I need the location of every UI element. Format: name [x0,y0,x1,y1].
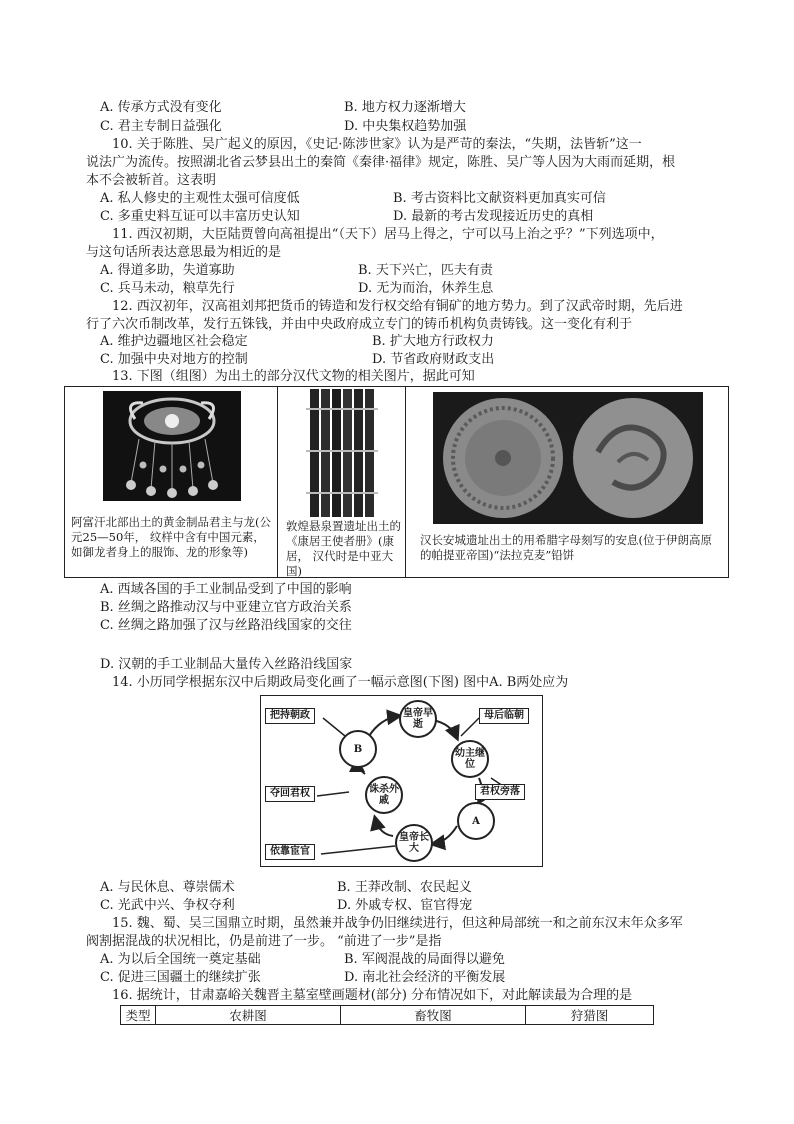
q9-option-a: A. 传承方式没有变化 [100,100,222,115]
q11-stem-line2: 与这句话所表达意思最为相近的是 [86,245,282,260]
q12-option-c: C. 加强中央对地方的控制 [100,352,248,367]
q15-stem-line2: 阀割据混战的状况相比，仍是前进了一步。 “前进了一步”是指 [86,934,442,949]
table-header-farming: 农耕图 [156,1006,341,1025]
q14-stem: 14. 小历同学根据东汉中后期政局变化画了一幅示意图(下图) 图中A. B两处应为 [112,675,569,690]
q10-stem-line3: 本不会被斩首。这表明 [86,173,217,188]
q10-option-a: A. 私人修史的主观性太强可信度低 [100,191,300,206]
diagram-box-rely-on-eunuchs: 依靠宦官 [265,844,315,860]
q15-option-d: D. 南北社会经济的平衡发展 [344,970,506,985]
table-header-row [121,1006,654,1025]
q11-option-c: C. 兵马未动，粮草先行 [100,281,235,296]
diagram-box-control-court: 把持朝政 [265,708,315,724]
q13-figure-row [64,386,729,578]
lead-cakes-photo [433,392,703,524]
q9-option-d: D. 中央集权趋势加强 [344,119,467,134]
q11-option-d: D. 无为而治，休养生息 [358,281,494,296]
diagram-circle-a: A [457,802,495,840]
q12-option-b: B. 扩大地方行政权力 [372,334,494,349]
q14-cycle-diagram [260,695,543,867]
diagram-box-empress-regency: 母后临朝 [479,708,529,724]
gold-ornament-photo [103,391,241,501]
diagram-circle-child-emperor: 幼主继位 [451,740,489,778]
q12-stem-line1: 12. 西汉初年，汉高祖刘邦把货币的铸造和发行权交给有铜矿的地方势力。到了汉武帝时期，先后进 [112,299,683,314]
q16-table [120,1005,654,1025]
table-header-hunting: 狩猎图 [526,1006,654,1025]
figure-gold-crown-caption: 阿富汗北部出土的黄金制品君主与龙(公元25—50年， 纹样中含有中国元素， 如御龙者身上的服饰、龙的形象等) [71,515,271,559]
figure-bamboo-slips-cell [277,387,405,577]
q15-stem-line1: 15. 魏、蜀、吴三国鼎立时期，虽然兼并战争仍旧继续进行，但这种局部统一和之前东汉末年众多军 [112,916,683,931]
diagram-box-regain-power: 夺回君权 [265,786,315,802]
q14-option-c: C. 光武中兴、争权夺利 [100,898,235,913]
q13-option-b: B. 丝绸之路推动汉与中亚建立官方政治关系 [100,600,352,615]
q13-option-a: A. 西域各国的手工业制品受到了中国的影响 [100,582,352,597]
q11-option-b: B. 天下兴亡，匹夫有责 [358,263,493,278]
q12-option-a: A. 维护边疆地区社会稳定 [100,334,248,349]
q10-stem-line1: 10. 关于陈胜、吴广起义的原因，《史记·陈涉世家》认为是严苛的秦法，“失期，法皆斩”这一 [112,137,642,152]
table-header-type: 类型 [121,1006,156,1025]
q14-option-a: A. 与民休息、尊崇儒术 [100,880,235,895]
q16-stem: 16. 据统计，甘肃嘉峪关魏晋主墓室壁画题材(部分) 分布情况如下，对此解读最为合理的是 [112,988,633,1003]
q9-option-b: B. 地方权力逐渐增大 [344,100,466,115]
diagram-circle-kill-relatives: 诛杀外戚 [365,776,403,814]
figure-bamboo-slips-caption: 敦煌悬泉置遗址出土的《康居王使者册》(康居， 汉代时是中亚大国) [286,519,401,578]
q15-option-a: A. 为以后全国统一奠定基础 [100,952,261,967]
diagram-circle-emperor-dies-young: 皇帝早逝 [399,700,437,738]
diagram-box-power-lost: 君权旁落 [475,784,525,800]
q13-option-d: D. 汉朝的手工业制品大量传入丝路沿线国家 [100,657,353,672]
table-header-herding: 畜牧图 [341,1006,526,1025]
q10-stem-line2: 说法广为流传。按照湖北省云梦县出土的秦简《秦律·福律》规定，陈胜、吴广等人因为大雨而延期，根 [86,155,676,170]
q10-option-d: D. 最新的考古发现接近历史的真相 [393,209,594,224]
figure-gold-crown-cell [65,387,277,577]
q14-option-d: D. 外戚专权、宦官得宠 [337,898,473,913]
q13-stem: 13. 下图（组图）为出土的部分汉代文物的相关图片，据此可知 [112,369,475,384]
figure-lead-cakes-caption: 汉长安城遗址出土的用希腊字母刻写的安息(位于伊朗高原的帕提亚帝国)“法拉克麦”铅饼 [420,533,712,562]
figure-lead-cakes-cell [405,387,728,577]
q15-option-b: B. 军阀混战的局面得以避免 [344,952,505,967]
bamboo-slips-photo [302,389,382,517]
q15-option-c: C. 促进三国疆土的继续扩张 [100,970,261,985]
q12-option-d: D. 节省政府财政支出 [372,352,495,367]
q12-stem-line2: 行了六次币制改革，发行五铢钱，并由中央政府成立专门的铸币机构负责铸钱。这一变化有利于 [86,317,633,332]
diagram-circle-emperor-grows-up: 皇帝长大 [395,824,433,862]
q11-option-a: A. 得道多助，失道寡助 [100,263,235,278]
q9-option-c: C. 君主专制日益强化 [100,119,222,134]
q11-stem-line1: 11. 西汉初期，大臣陆贾曾向高祖提出“（天下）居马上得之，宁可以马上治之乎？”下列选项中， [112,227,664,242]
q13-option-c: C. 丝绸之路加强了汉与丝路沿线国家的交往 [100,618,352,633]
q10-option-c: C. 多重史料互证可以丰富历史认知 [100,209,300,224]
diagram-circle-b: B [339,730,377,768]
q14-option-b: B. 王莽改制、农民起义 [337,880,472,895]
q10-option-b: B. 考古资料比文献资料更加真实可信 [393,191,606,206]
